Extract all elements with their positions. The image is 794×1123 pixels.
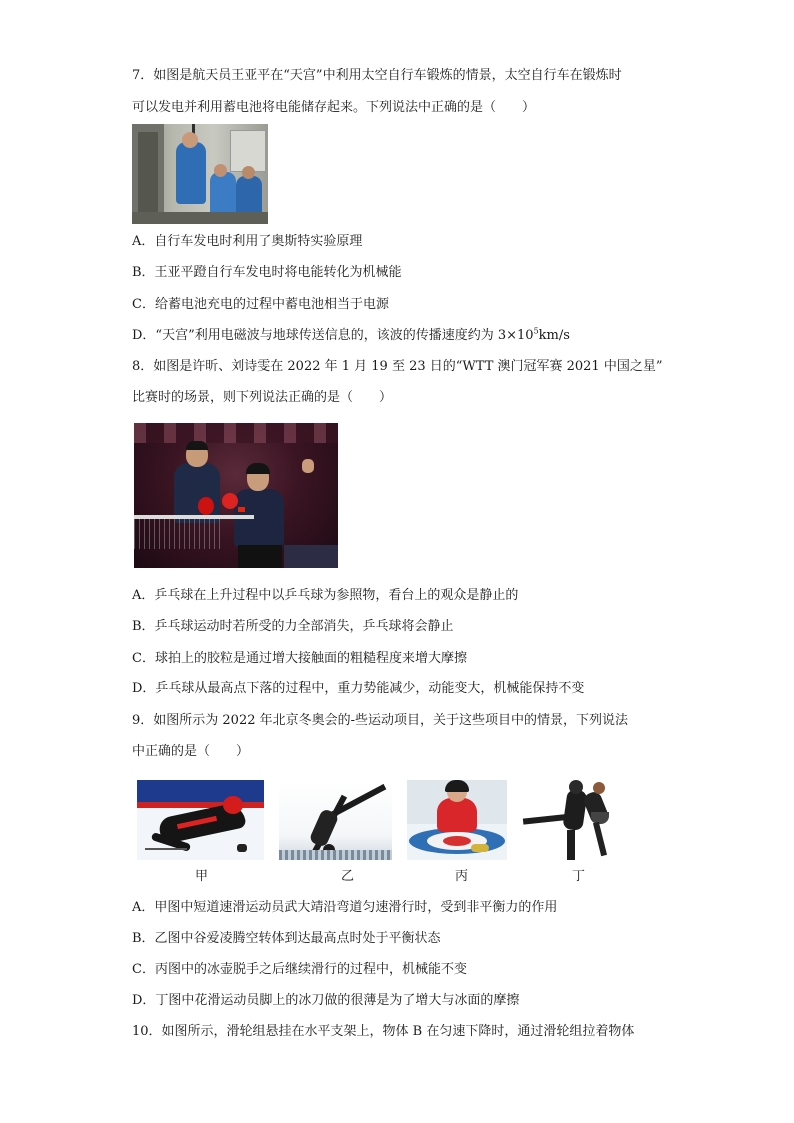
caption-yi: 乙 bbox=[341, 869, 355, 884]
freestyle-ski-photo bbox=[279, 780, 392, 860]
q8-option-d: D．乒乓球从最高点下落的过程中，重力势能减少，动能变大，机械能保持不变 bbox=[132, 681, 585, 696]
q8-option-b: B．乒乓球运动时若所受的力全部消失，乒乓球将会静止 bbox=[132, 619, 454, 634]
table-tennis-photo bbox=[134, 423, 338, 568]
q7-option-b: B．王亚平蹬自行车发电时将电能转化为机械能 bbox=[132, 265, 402, 280]
q9-option-b: B．乙图中谷爱凌腾空转体到达最高点时处于平衡状态 bbox=[132, 931, 441, 946]
caption-bing: 丙 bbox=[455, 869, 469, 884]
q9-option-c: C．丙图中的冰壶脱手之后继续滑行的过程中，机械能不变 bbox=[132, 962, 467, 977]
figure-skating-photo bbox=[517, 778, 627, 862]
q7-option-d bbox=[132, 327, 570, 345]
speed-skating-photo bbox=[137, 780, 264, 860]
q8-stem-line2: 比赛时的场景，则下列说法正确的是（ ） bbox=[132, 390, 393, 405]
q7-stem-line2: 可以发电并利用蓄电池将电能储存起来。下列说法中正确的是（ ） bbox=[132, 100, 536, 115]
q7-option-d-unit: km/s bbox=[538, 328, 570, 343]
q9-option-d: D．丁图中花滑运动员脚上的冰刀做的很薄是为了增大与冰面的摩擦 bbox=[132, 993, 520, 1008]
q9-stem-line1: 9．如图所示为 2022 年北京冬奥会的-些运动项目，关于这些项目中的情景，下列说法 bbox=[132, 713, 629, 728]
curling-photo bbox=[407, 780, 507, 860]
q7-option-a: A．自行车发电时利用了奥斯特实验原理 bbox=[132, 234, 363, 249]
q10-stem-line1: 10．如图所示，滑轮组悬挂在水平支架上，物体 B 在匀速下降时，通过滑轮组拉着物体 bbox=[132, 1024, 635, 1039]
q7-option-d-text: D．“天宫”利用电磁波与地球传送信息的，该波的传播速度约为 3×10 bbox=[132, 328, 534, 343]
caption-ding: 丁 bbox=[572, 869, 586, 884]
q7-option-c: C．给蓄电池充电的过程中蓄电池相当于电源 bbox=[132, 297, 389, 312]
q7-stem-line1: 7．如图是航天员王亚平在“天宫”中利用太空自行车锻炼的情景，太空自行车在锻炼时 bbox=[132, 68, 622, 83]
q7-option-d-exponent: 5 bbox=[533, 326, 539, 336]
astronaut-space-bike-photo bbox=[132, 124, 268, 224]
q8-option-a: A．乒乓球在上升过程中以乒乓球为参照物，看台上的观众是静止的 bbox=[132, 588, 519, 603]
q8-stem-line1: 8．如图是许昕、刘诗雯在 2022 年 1 月 19 至 23 日的“WTT 澳门冠军赛 2021 中国之星” bbox=[132, 359, 663, 374]
q9-stem-line2: 中正确的是（ ） bbox=[132, 744, 250, 759]
caption-jia: 甲 bbox=[195, 869, 209, 884]
q8-option-c: C．球拍上的胶粒是通过增大接触面的粗糙程度来增大摩擦 bbox=[132, 651, 467, 666]
q9-option-a: A．甲图中短道速滑运动员武大靖沿弯道匀速滑行时，受到非平衡力的作用 bbox=[132, 900, 558, 915]
